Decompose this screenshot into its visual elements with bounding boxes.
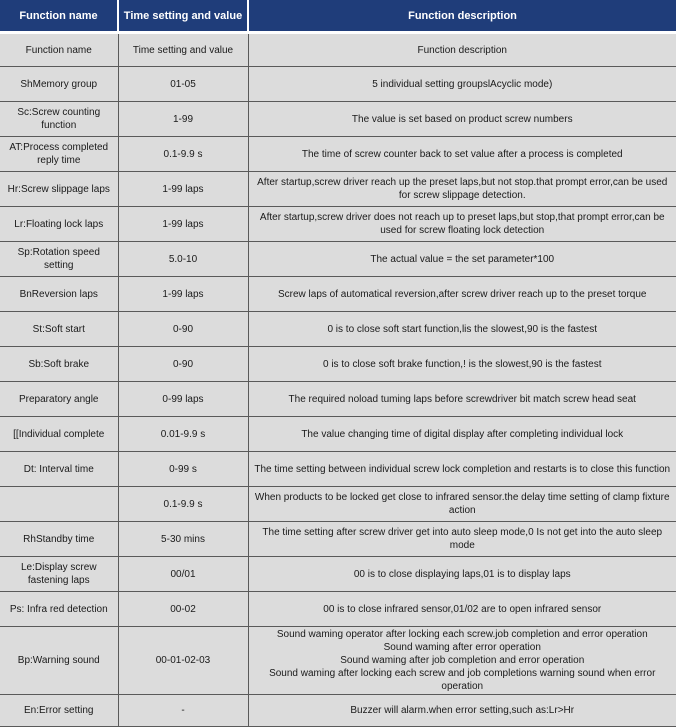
cell-function-name: Lr:Floating lock laps [0, 207, 118, 242]
cell-function-name: ShMemory group [0, 67, 118, 102]
cell-description: 0 is to close soft brake function,! is the slowest,90 is the fastest [248, 347, 676, 382]
cell-function-name: [[Individual complete [0, 417, 118, 452]
table-row [0, 695, 676, 727]
header-function-name: Function name [0, 0, 118, 33]
cell-function-name: RhStandby time [0, 522, 118, 557]
table-row [0, 242, 676, 277]
cell-description: 00 is to close displaying laps,01 is to display laps [248, 557, 676, 592]
cell-function-name: Le:Display screw fastening laps [0, 557, 118, 592]
cell-function-name: Sp:Rotation speed setting [0, 242, 118, 277]
table-row [0, 592, 676, 627]
cell-value: 1-99 laps [118, 277, 248, 312]
table-row [0, 417, 676, 452]
cell-value: 0-90 [118, 347, 248, 382]
cell-function-name: Sb:Soft brake [0, 347, 118, 382]
cell-description: Buzzer will alarm.when error setting,such as:Lr>Hr [248, 695, 676, 727]
cell-function-name: Function name [0, 33, 118, 67]
header-time-setting: Time setting and value [118, 0, 248, 33]
cell-description: The value changing time of digital display after completing individual lock [248, 417, 676, 452]
cell-description: The time of screw counter back to set value after a process is completed [248, 137, 676, 172]
cell-value: 1-99 laps [118, 207, 248, 242]
warning-mode-line: Sound waming after error operation [383, 642, 541, 653]
cell-function-name: Preparatory angle [0, 382, 118, 417]
cell-description: 0 is to close soft start function,lis the slowest,90 is the fastest [248, 312, 676, 347]
cell-function-name: En:Error setting [0, 695, 118, 727]
cell-value: 00-02 [118, 592, 248, 627]
cell-value: 5-30 mins [118, 522, 248, 557]
cell-value: Time setting and value [118, 33, 248, 67]
table-row [0, 67, 676, 102]
table-row [0, 487, 676, 522]
cell-value: 00/01 [118, 557, 248, 592]
cell-value: 5.0-10 [118, 242, 248, 277]
cell-value: 0.1-9.9 s [118, 487, 248, 522]
table-row [0, 312, 676, 347]
cell-value: 0-90 [118, 312, 248, 347]
cell-value: 1-99 [118, 102, 248, 137]
cell-description: After startup,screw driver reach up the preset laps,but not stop.that prompt error,can be used for screw slippage detection. [248, 172, 676, 207]
cell-description: The time setting after screw driver get into auto sleep mode,0 Is not get into the auto sleep mode [248, 522, 676, 557]
table-row [0, 102, 676, 137]
table-row [0, 522, 676, 557]
cell-value: - [118, 695, 248, 727]
table-row [0, 33, 676, 67]
cell-value: 01-05 [118, 67, 248, 102]
cell-value: 1-99 laps [118, 172, 248, 207]
warning-mode-line: Sound waming after job completion and error operation [340, 655, 585, 666]
warning-mode-line: Sound waming after locking each screw and job completions warning sound when error operation [269, 668, 656, 692]
table-row [0, 207, 676, 242]
cell-description: Screw laps of automatical reversion,after screw driver reach up to the preset torque [248, 277, 676, 312]
cell-function-name: AT:Process completed reply time [0, 137, 118, 172]
table-row [0, 382, 676, 417]
cell-function-name: St:Soft start [0, 312, 118, 347]
cell-function-name: Hr:Screw slippage laps [0, 172, 118, 207]
table-header-row [0, 0, 676, 33]
cell-description: 5 individual setting groupslAcyclic mode) [248, 67, 676, 102]
cell-value: 00-01-02-03 [118, 627, 248, 695]
table-row [0, 172, 676, 207]
table-row [0, 627, 676, 695]
cell-description: The value is set based on product screw numbers [248, 102, 676, 137]
cell-function-name: BnReversion laps [0, 277, 118, 312]
cell-description: Function description [248, 33, 676, 67]
table-row [0, 557, 676, 592]
cell-description: The required noload tuming laps before screwdriver bit match screw head seat [248, 382, 676, 417]
table-row [0, 277, 676, 312]
cell-value: 0-99 laps [118, 382, 248, 417]
cell-value: 0.1-9.9 s [118, 137, 248, 172]
cell-function-name: Ps: Infra red detection [0, 592, 118, 627]
cell-value: 0.01-9.9 s [118, 417, 248, 452]
cell-description: The time setting between individual screw lock completion and restarts is to close this function [248, 452, 676, 487]
table-row [0, 347, 676, 382]
cell-description [248, 627, 676, 695]
cell-description: After startup,screw driver does not reach up to preset laps,but stop,that prompt error,can be used for screw floating lock detection [248, 207, 676, 242]
cell-value: 0-99 s [118, 452, 248, 487]
table-row [0, 137, 676, 172]
table-row [0, 452, 676, 487]
cell-function-name: Dt: Interval time [0, 452, 118, 487]
cell-description: 00 is to close infrared sensor,01/02 are to open infrared sensor [248, 592, 676, 627]
cell-description: When products to be locked get close to infrared sensor.the delay time setting of clamp fixture action [248, 487, 676, 522]
cell-function-name: Sc:Screw counting function [0, 102, 118, 137]
cell-description: The actual value = the set parameter*100 [248, 242, 676, 277]
header-function-description: Function description [248, 0, 676, 33]
warning-mode-line: Sound waming operator after locking each screw.job completion and error operation [276, 629, 648, 640]
cell-function-name: Bp:Warning sound [0, 627, 118, 695]
cell-function-name [0, 487, 118, 522]
